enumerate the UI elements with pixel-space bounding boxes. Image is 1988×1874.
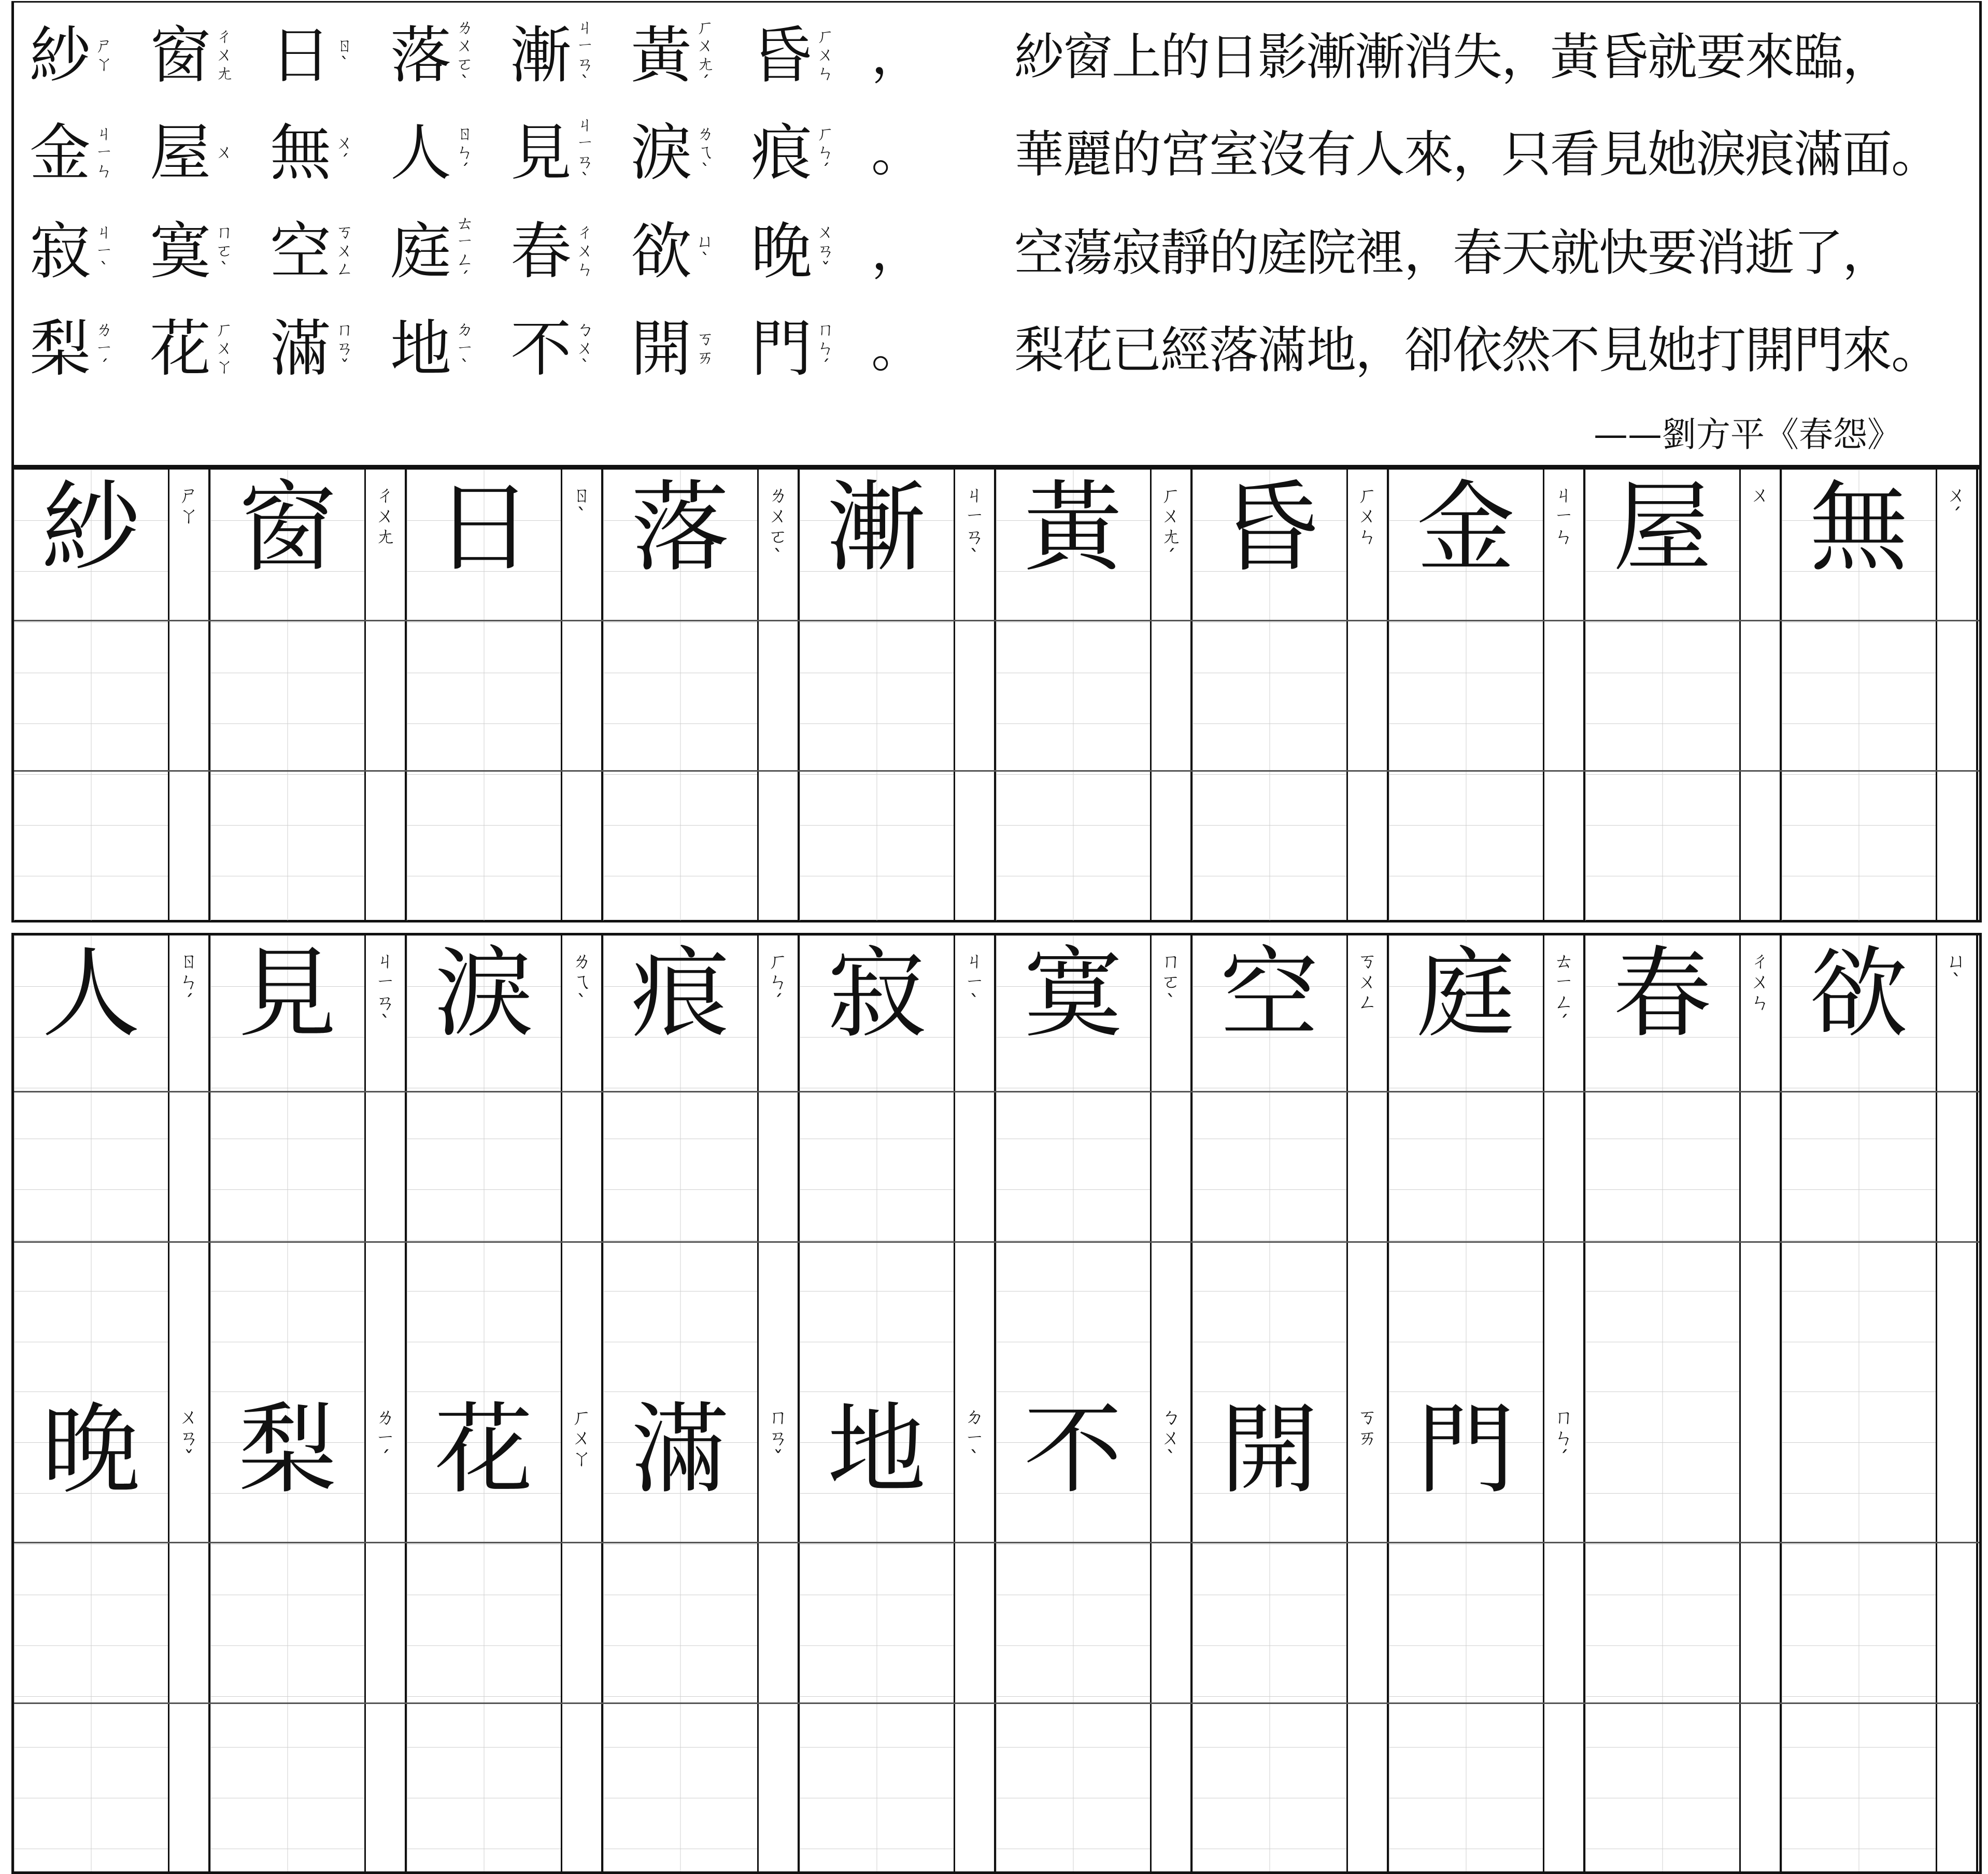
zhuyin-column	[562, 1392, 603, 1871]
poem-character: 欲	[631, 216, 692, 287]
poem-character: 地	[390, 313, 452, 385]
model-character: 金	[1416, 471, 1515, 585]
practice-writing-cell[interactable]	[1782, 470, 1937, 920]
practice-writing-cell[interactable]	[407, 935, 562, 1392]
poem-char-unit	[751, 205, 871, 298]
zhuyin-column	[1741, 470, 1782, 920]
model-zhuyin: ㄨ	[1750, 484, 1770, 506]
model-zhuyin: ㄉㄧˋ	[964, 1406, 985, 1470]
practice-writing-cell[interactable]	[1389, 470, 1544, 920]
poem-char-unit	[30, 106, 150, 200]
poem-char-unit	[751, 302, 871, 395]
model-zhuyin: ㄨˊ	[1947, 484, 1967, 527]
practice-cells	[14, 470, 1979, 920]
poem-char-unit	[150, 9, 270, 102]
poem-char-unit	[150, 302, 270, 395]
poem-char-unit	[270, 205, 390, 298]
cell-divider-line	[14, 1702, 1979, 1704]
poem-character: 滿	[270, 313, 332, 385]
model-zhuyin: ㄩˋ	[1947, 949, 1967, 993]
poem-attribution: ——劉方平《春怨》	[1594, 415, 1901, 455]
model-character: 痕	[631, 936, 730, 1051]
zhuyin-column	[366, 470, 407, 920]
zhuyin-column	[562, 470, 603, 920]
poem-zhuyin: ㄖˋ	[336, 35, 354, 75]
poem-punctuation: ，	[871, 25, 923, 86]
poem-char-unit	[270, 302, 390, 395]
poem-translation: 梨花已經落滿地，卻依然不見她打開門來。	[1014, 321, 1940, 379]
practice-writing-cell[interactable]	[603, 1392, 759, 1871]
model-character: 日	[434, 471, 533, 585]
practice-writing-cell[interactable]	[996, 470, 1152, 920]
poem-char-unit	[751, 9, 871, 102]
model-zhuyin: ㄏㄨㄚ	[572, 1406, 592, 1470]
cell-divider-line	[14, 620, 1979, 621]
practice-writing-cell[interactable]	[1389, 935, 1544, 1392]
poem-zhuyin: ㄔㄨㄣ	[576, 222, 594, 280]
model-zhuyin: ㄎㄞ	[1357, 1406, 1378, 1449]
model-zhuyin: ㄎㄨㄥ	[1357, 949, 1378, 1014]
poem-char-unit	[510, 9, 631, 102]
poem-char-unit	[30, 302, 150, 395]
poem-zhuyin: ㄇㄣˊ	[817, 319, 835, 377]
zhuyin-column	[955, 935, 996, 1392]
poem-character: 痕	[751, 117, 813, 189]
model-zhuyin: ㄖˋ	[572, 484, 592, 527]
model-character: 見	[238, 936, 337, 1051]
poem-zhuyin: ㄌㄨㄛˋ	[456, 17, 474, 93]
model-zhuyin: ㄐㄧㄢˋ	[375, 949, 395, 1034]
practice-writing-cell[interactable]	[1192, 935, 1348, 1392]
poem-zhuyin: ㄅㄨˋ	[576, 319, 594, 377]
model-zhuyin: ㄔㄨㄤ	[375, 484, 395, 548]
poem-char-unit	[390, 205, 510, 298]
poem-char-unit	[390, 9, 510, 102]
model-character: 漸	[827, 471, 926, 585]
poem-zhuyin: ㄩˋ	[697, 231, 715, 271]
poem-line	[30, 205, 923, 298]
poem-character: 開	[631, 313, 692, 385]
model-character: 紗	[41, 471, 140, 585]
poem-char-unit	[510, 106, 631, 200]
model-character: 庭	[1416, 936, 1515, 1051]
poem-char-unit	[751, 106, 871, 200]
poem-character: 黃	[631, 20, 692, 91]
cell-divider-line	[14, 1241, 1979, 1243]
model-zhuyin: ㄐㄧㄢˋ	[964, 484, 985, 569]
model-zhuyin: ㄇㄛˋ	[1161, 949, 1181, 1014]
practice-writing-cell[interactable]	[210, 470, 366, 920]
poem-zhuyin: ㄐㄧˋ	[95, 222, 113, 280]
zhuyin-column	[1741, 935, 1782, 1392]
poem-zhuyin: ㄐㄧㄣ	[95, 123, 113, 181]
poem-zhuyin: ㄎㄞ	[697, 329, 715, 368]
practice-writing-cell[interactable]	[1192, 1392, 1348, 1871]
model-character: 滿	[631, 1393, 730, 1507]
practice-writing-cell[interactable]	[996, 1392, 1152, 1871]
poem-zhuyin: ㄊㄧㄥˊ	[456, 212, 474, 289]
practice-writing-cell[interactable]	[14, 935, 169, 1392]
poem-char-unit	[390, 106, 510, 200]
model-zhuyin: ㄐㄧㄣ	[1554, 484, 1574, 548]
zhuyin-column	[169, 935, 210, 1392]
poem-character: 庭	[390, 216, 452, 287]
model-zhuyin: ㄇㄣˊ	[1554, 1406, 1574, 1470]
model-zhuyin: ㄅㄨˋ	[1161, 1406, 1181, 1470]
poem-character: 梨	[30, 313, 91, 385]
practice-writing-cell[interactable]	[1585, 470, 1741, 920]
poem-char-unit	[631, 302, 751, 395]
poem-char-unit	[631, 205, 751, 298]
zhuyin-column	[759, 1392, 800, 1871]
model-zhuyin: ㄇㄢˇ	[768, 1406, 788, 1470]
zhuyin-column	[1152, 470, 1192, 920]
poem-character: 晚	[751, 216, 813, 287]
practice-grid-a	[11, 466, 1982, 922]
poem-character: 門	[751, 313, 813, 385]
model-character: 不	[1024, 1393, 1123, 1507]
model-zhuyin: ㄖㄣˊ	[179, 949, 199, 1014]
practice-writing-cell[interactable]	[603, 470, 759, 920]
poem-char-unit	[150, 205, 270, 298]
practice-writing-cell[interactable]	[603, 935, 759, 1392]
poem-line	[30, 106, 923, 200]
poem-zhuyin: ㄔㄨㄤ	[216, 26, 234, 84]
poem-zhuyin: ㄌㄟˋ	[697, 123, 715, 181]
poem-char-unit	[270, 106, 390, 200]
model-character: 落	[631, 471, 730, 585]
model-character: 無	[1809, 471, 1908, 585]
practice-writing-cell[interactable]	[210, 935, 366, 1392]
zhuyin-column	[1348, 935, 1389, 1392]
zhuyin-column	[955, 1392, 996, 1871]
model-character: 欲	[1809, 936, 1908, 1051]
poem-translation: 華麗的宮室沒有人來，只看見她淚痕滿面。	[1014, 125, 1940, 183]
practice-writing-cell[interactable]	[407, 470, 562, 920]
zhuyin-column	[366, 1392, 407, 1871]
practice-writing-cell[interactable]	[800, 470, 955, 920]
poem-character: 落	[390, 20, 452, 91]
practice-cells	[14, 1392, 1979, 1871]
model-character: 花	[434, 1393, 533, 1507]
practice-band-2	[14, 935, 1979, 1392]
poem-line	[30, 302, 923, 395]
poem-zhuyin: ㄐㄧㄢˋ	[576, 114, 594, 191]
poem-character: 窗	[150, 20, 211, 91]
zhuyin-column	[1152, 1392, 1192, 1871]
cell-divider-line	[14, 770, 1979, 772]
zhuyin-column	[1741, 1392, 1782, 1871]
model-character: 春	[1613, 936, 1712, 1051]
model-character: 人	[41, 936, 140, 1051]
poem-zhuyin: ㄇㄢˇ	[336, 319, 354, 377]
poem-zhuyin: ㄎㄨㄥ	[336, 222, 354, 280]
poem-character: 不	[510, 313, 572, 385]
model-character: 晚	[41, 1393, 140, 1507]
poem-character: 見	[510, 117, 572, 189]
model-zhuyin: ㄏㄨㄣ	[1357, 484, 1378, 548]
zhuyin-column	[1937, 1392, 1978, 1871]
practice-grid-b	[11, 933, 1982, 1874]
practice-writing-cell[interactable]	[1782, 935, 1937, 1392]
poem-zhuyin: ㄏㄨㄚ	[216, 319, 234, 377]
poem-character: 春	[510, 216, 572, 287]
practice-writing-cell[interactable]	[14, 470, 169, 920]
zhuyin-column	[955, 470, 996, 920]
poem-zhuyin: ㄏㄨㄤˊ	[697, 17, 715, 93]
poem-char-unit	[510, 205, 631, 298]
poem-char-unit	[631, 106, 751, 200]
model-zhuyin: ㄏㄣˊ	[768, 949, 788, 1014]
poem-zhuyin: ㄉㄧˋ	[456, 319, 474, 377]
zhuyin-column	[1152, 935, 1192, 1392]
poem-zhuyin: ㄏㄣˊ	[817, 123, 835, 181]
poem-translation: 紗窗上的日影漸漸消失，黃昏就要來臨，	[1014, 28, 1891, 86]
poem-character: 淚	[631, 117, 692, 189]
poem-zhuyin: ㄨ	[216, 142, 234, 163]
poem-zhuyin: ㄨˊ	[336, 133, 354, 172]
model-character: 空	[1220, 936, 1319, 1051]
poem-translation: 空蕩寂靜的庭院裡，春天就快要消逝了，	[1014, 224, 1891, 282]
poem-character: 紗	[30, 20, 91, 91]
poem-character: 無	[270, 117, 332, 189]
model-zhuyin: ㄊㄧㄥˊ	[1554, 949, 1574, 1034]
poem-character: 寞	[150, 216, 211, 287]
model-character: 昏	[1220, 471, 1319, 585]
poem-char-unit	[270, 9, 390, 102]
poem-character: 屋	[150, 117, 211, 189]
poem-box	[11, 1, 1982, 467]
practice-writing-cell[interactable]	[996, 935, 1152, 1392]
poem-character: 昏	[751, 20, 813, 91]
zhuyin-column	[1544, 470, 1585, 920]
poem-punctuation: 。	[871, 318, 923, 379]
practice-writing-cell[interactable]	[1192, 470, 1348, 920]
poem-zhuyin: ㄕㄚ	[95, 35, 113, 75]
practice-writing-cell[interactable]	[407, 1392, 562, 1871]
zhuyin-column	[562, 935, 603, 1392]
practice-writing-cell[interactable]	[210, 1392, 366, 1871]
model-character: 地	[827, 1393, 926, 1507]
zhuyin-column	[759, 935, 800, 1392]
model-zhuyin: ㄕㄚ	[179, 484, 199, 527]
poem-character: 寂	[30, 216, 91, 287]
model-zhuyin: ㄏㄨㄤˊ	[1161, 484, 1181, 569]
poem-character: 花	[150, 313, 211, 385]
poem-punctuation: 。	[871, 122, 923, 183]
zhuyin-column	[366, 935, 407, 1392]
poem-zhuyin: ㄏㄨㄣ	[817, 26, 835, 84]
poem-character: 漸	[510, 20, 572, 91]
poem-line	[30, 9, 923, 102]
model-character: 窗	[238, 471, 337, 585]
model-zhuyin: ㄐㄧˋ	[964, 949, 985, 1014]
zhuyin-column	[1937, 470, 1978, 920]
zhuyin-column	[169, 1392, 210, 1871]
practice-writing-cell[interactable]	[800, 1392, 955, 1871]
practice-band-1	[14, 470, 1979, 920]
zhuyin-column	[1348, 1392, 1389, 1871]
model-character: 寞	[1024, 936, 1123, 1051]
practice-writing-cell[interactable]	[800, 935, 955, 1392]
poem-char-unit	[30, 205, 150, 298]
poem-char-unit	[150, 106, 270, 200]
practice-cells	[14, 935, 1979, 1392]
poem-zhuyin: ㄌㄧˊ	[95, 319, 113, 377]
zhuyin-column	[1544, 935, 1585, 1392]
poem-char-unit	[390, 302, 510, 395]
model-character: 黃	[1024, 471, 1123, 585]
practice-writing-cell[interactable]	[1782, 1392, 1937, 1871]
poem-zhuyin: ㄇㄛˋ	[216, 222, 234, 280]
practice-band-3	[14, 1392, 1979, 1871]
cell-divider-line	[14, 1542, 1979, 1543]
poem-char-unit	[510, 302, 631, 395]
model-zhuyin: ㄌㄨㄛˋ	[768, 484, 788, 569]
practice-writing-cell[interactable]	[1585, 935, 1741, 1392]
model-character: 梨	[238, 1393, 337, 1507]
poem-zhuyin: ㄨㄢˇ	[817, 222, 835, 280]
model-character: 寂	[827, 936, 926, 1051]
poem-character: 金	[30, 117, 91, 189]
poem-char-unit	[631, 9, 751, 102]
model-zhuyin: ㄌㄧˊ	[375, 1406, 395, 1470]
model-character: 開	[1220, 1393, 1319, 1507]
zhuyin-column	[1937, 935, 1978, 1392]
zhuyin-column	[759, 470, 800, 920]
zhuyin-column	[1544, 1392, 1585, 1871]
model-zhuyin: ㄨㄢˇ	[179, 1406, 199, 1470]
model-character: 淚	[434, 936, 533, 1051]
poem-zhuyin: ㄐㄧㄢˋ	[576, 17, 594, 93]
practice-writing-cell[interactable]	[1389, 1392, 1544, 1871]
poem-character: 空	[270, 216, 332, 287]
poem-zhuyin: ㄖㄣˊ	[456, 123, 474, 181]
zhuyin-column	[169, 470, 210, 920]
model-zhuyin: ㄌㄟˋ	[572, 949, 592, 1014]
poem-character: 人	[390, 117, 452, 189]
practice-writing-cell[interactable]	[14, 1392, 169, 1871]
poem-character: 日	[270, 20, 332, 91]
poem-char-unit	[30, 9, 150, 102]
cell-divider-line	[14, 1091, 1979, 1092]
zhuyin-column	[1348, 470, 1389, 920]
model-character: 門	[1416, 1393, 1515, 1507]
practice-writing-cell[interactable]	[1585, 1392, 1741, 1871]
model-character: 屋	[1613, 471, 1712, 585]
model-zhuyin: ㄔㄨㄣ	[1750, 949, 1770, 1014]
poem-punctuation: ，	[871, 221, 923, 281]
